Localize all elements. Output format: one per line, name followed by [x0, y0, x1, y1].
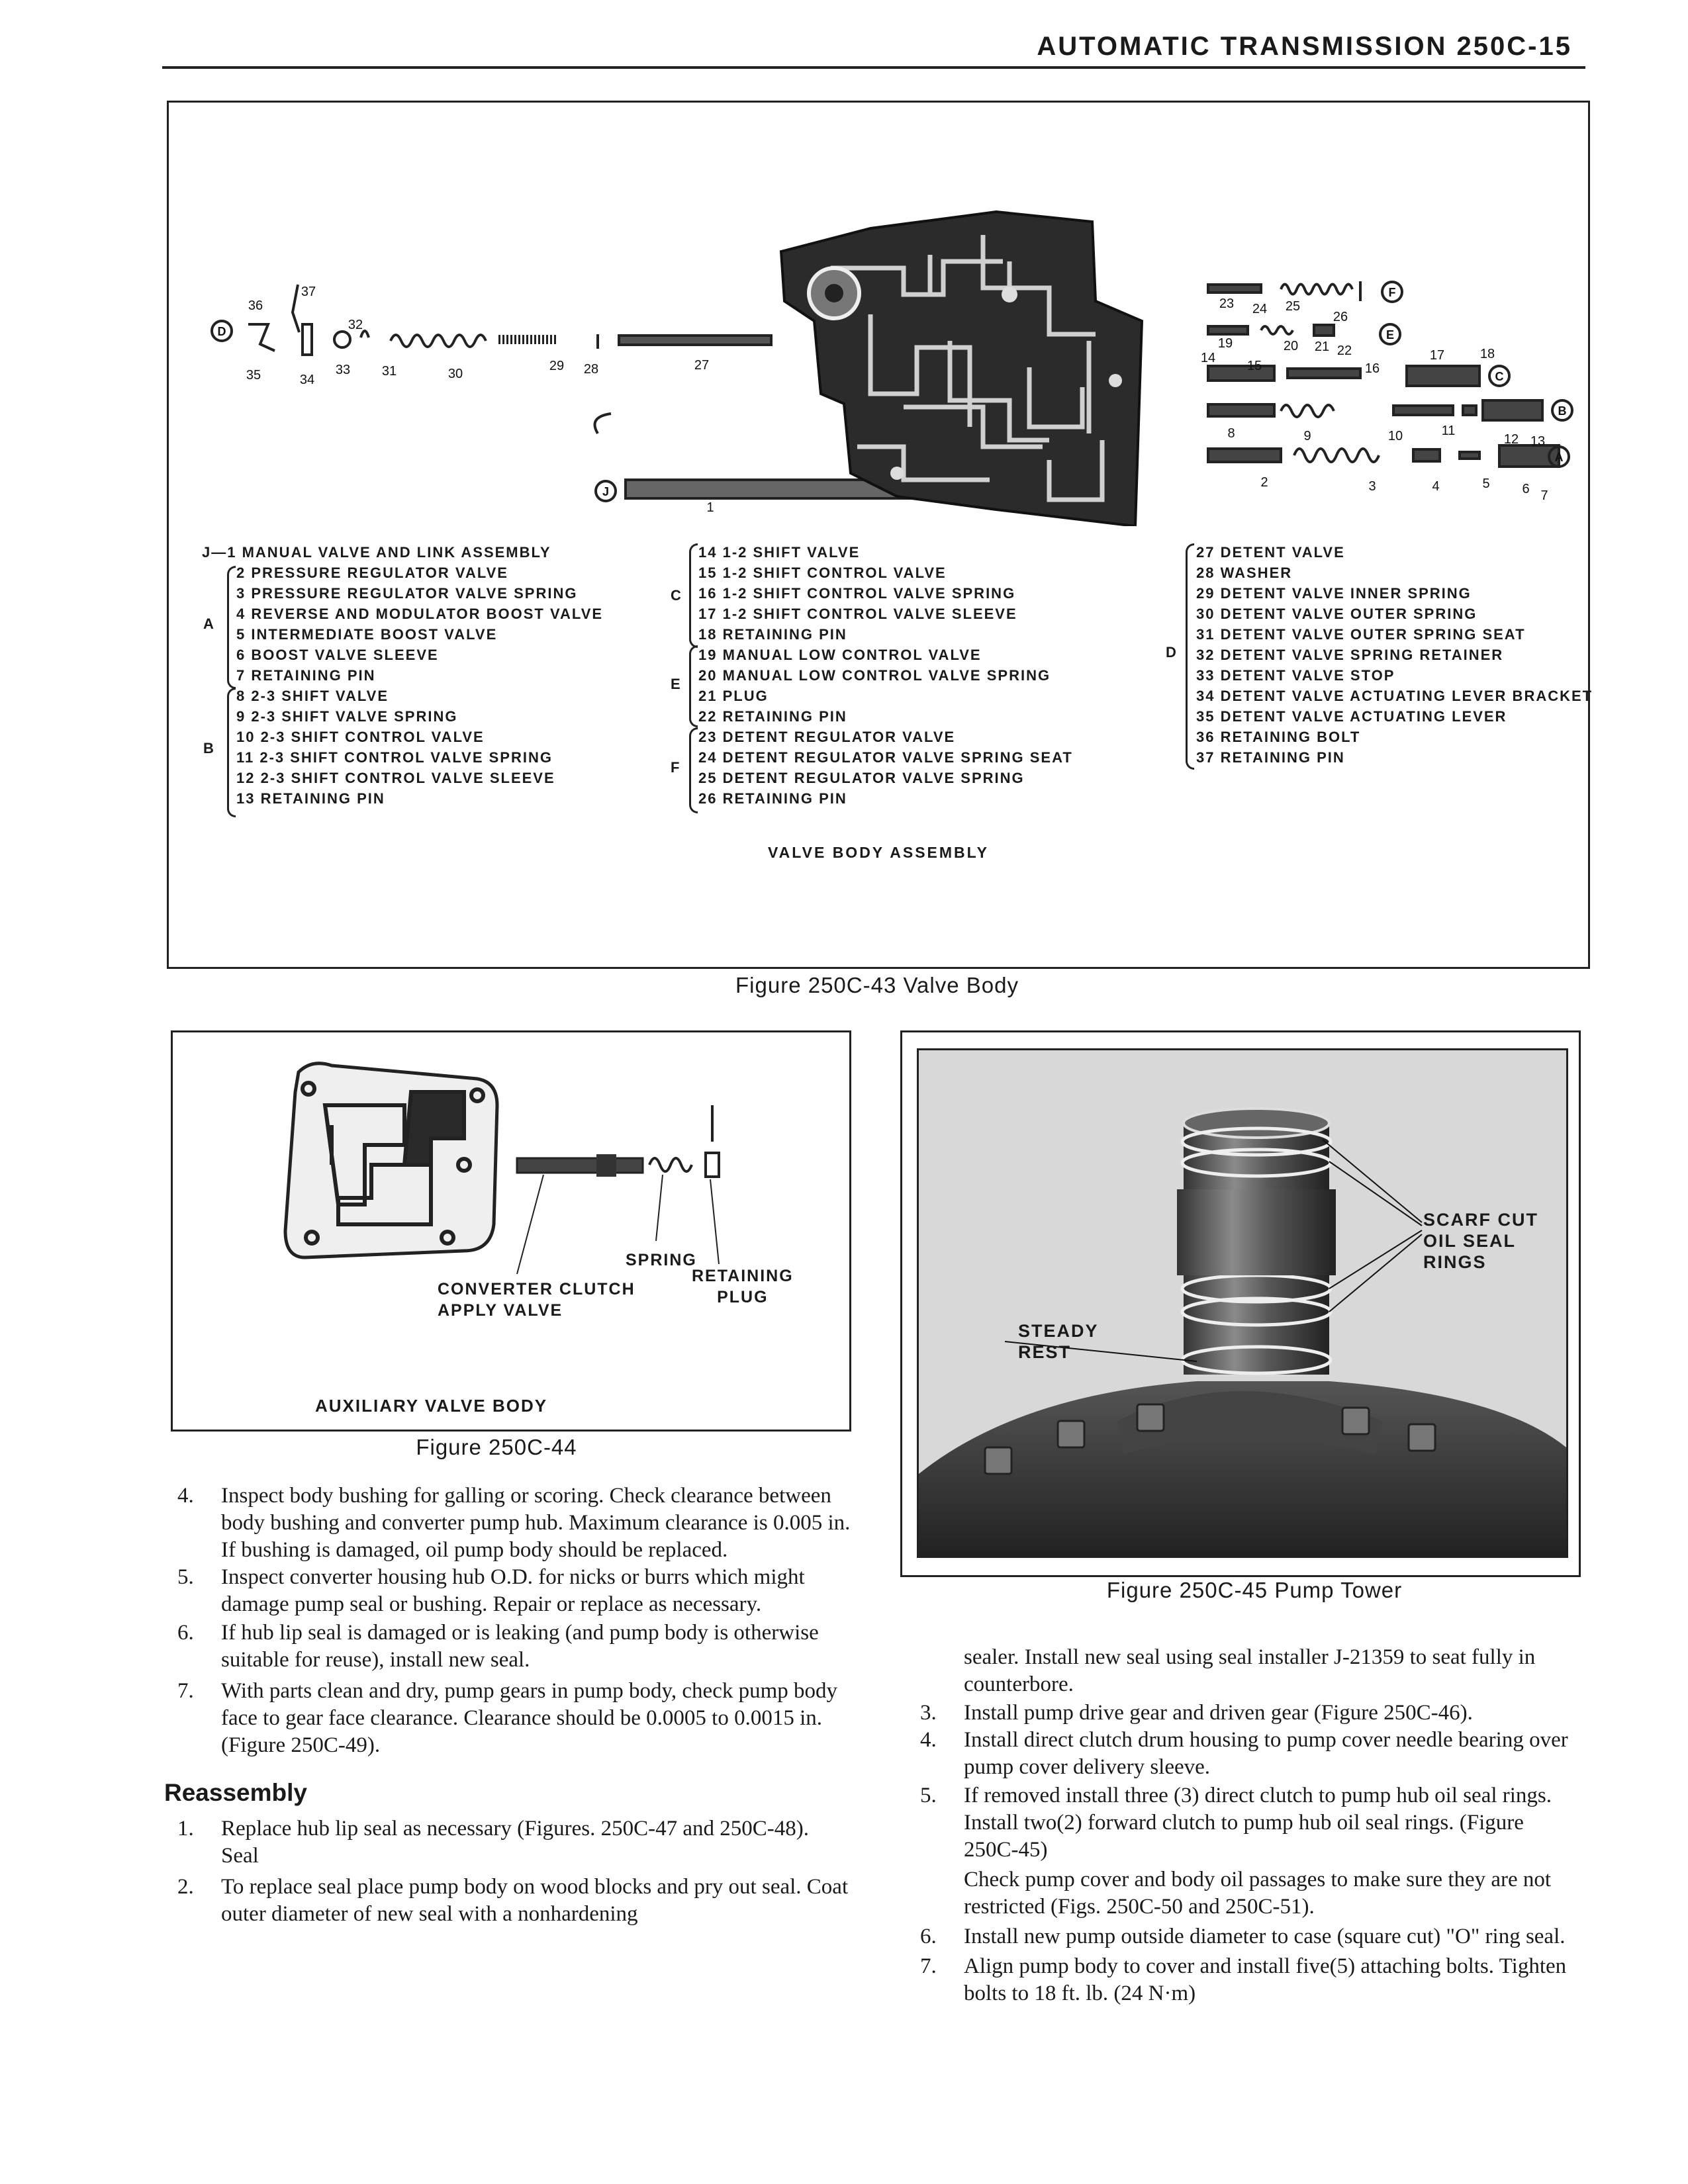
list-item [907, 1953, 1582, 2007]
list-item-number: 7. [920, 1954, 937, 1978]
bracket-e [689, 645, 698, 727]
diag-num-19: 19 [1217, 336, 1233, 351]
diag-num-26: 26 [1333, 310, 1348, 324]
diag-num-12: 12 [1503, 432, 1519, 447]
diag-letter-b: B [1558, 404, 1567, 418]
diag-num-8: 8 [1227, 426, 1235, 441]
legend-item: 36 RETAINING BOLT [1196, 729, 1361, 745]
list-item-number: 5. [177, 1565, 194, 1589]
bracket-c-label: C [671, 587, 681, 604]
paragraph-continuation: sealer. Install new seal using seal installer J-21359 to seat fully in counterbore. [964, 1645, 1536, 1696]
left-text-column [164, 1482, 853, 1928]
diag-num-29: 29 [549, 359, 565, 373]
bracket-c [689, 543, 698, 648]
diag-letter-f: F [1388, 286, 1396, 299]
legend-item: 15 1-2 SHIFT CONTROL VALVE [698, 565, 947, 581]
diag-num-25: 25 [1285, 299, 1301, 314]
label-steady-rest: STEADY REST [1018, 1321, 1099, 1362]
legend-item: 10 2-3 SHIFT CONTROL VALVE [236, 729, 485, 745]
legend-item: 24 DETENT REGULATOR VALVE SPRING SEAT [698, 749, 1073, 766]
bracket-b-label: B [203, 740, 214, 756]
legend-item: 2 PRESSURE REGULATOR VALVE [236, 565, 508, 581]
legend-item: 16 1-2 SHIFT CONTROL VALVE SPRING [698, 585, 1016, 602]
legend-item: 37 RETAINING PIN [1196, 749, 1345, 766]
diag-num-32: 32 [348, 318, 363, 332]
diag-num-7: 7 [1540, 488, 1548, 503]
list-item-number: 3. [920, 1701, 937, 1725]
bracket-d-label: D [1166, 644, 1176, 660]
legend-item: 28 WASHER [1196, 565, 1293, 581]
label-spring: SPRING [626, 1251, 697, 1269]
legend-item: 26 RETAINING PIN [698, 790, 847, 807]
diag-num-13: 13 [1530, 434, 1546, 449]
section-heading-reassembly: Reassembly [164, 1779, 307, 1806]
list-item [164, 1564, 853, 1618]
diag-num-16: 16 [1364, 361, 1380, 376]
diag-spring-30 [391, 335, 486, 347]
diag-num-22: 22 [1336, 343, 1352, 358]
list-item-subtext: Seal [221, 1844, 259, 1868]
legend-item: 13 RETAINING PIN [236, 790, 385, 807]
legend-item: 4 REVERSE AND MODULATOR BOOST VALVE [236, 606, 604, 622]
legend-item: 23 DETENT REGULATOR VALVE [698, 729, 956, 745]
legend-item: 25 DETENT REGULATOR VALVE SPRING [698, 770, 1025, 786]
diag-num-18: 18 [1479, 347, 1495, 361]
figure-43-title: VALVE BODY ASSEMBLY [768, 844, 989, 861]
legend-item: 12 2-3 SHIFT CONTROL VALVE SLEEVE [236, 770, 555, 786]
diag-num-14: 14 [1200, 351, 1216, 365]
list-item-text: Replace hub lip seal as necessary (Figures. 250C-47 and 250C-48). [221, 1817, 810, 1841]
diag-num-27: 27 [694, 358, 710, 373]
label-scarf-cut: SCARF CUT OIL SEAL RINGS [1423, 1210, 1538, 1272]
diag-num-35: 35 [246, 368, 261, 383]
bracket-b [227, 688, 236, 817]
diag-num-33: 33 [335, 363, 351, 377]
bracket-f [689, 727, 698, 813]
diag-pin-37 [293, 285, 299, 332]
list-item-text: Inspect body bushing for galling or scoring. Check clearance between body bushing and converter pump hub. Maximum clearance is 0.005 in. If bushing is damaged, oil pump body should be replaced. [221, 1484, 851, 1562]
diag-num-4: 4 [1432, 479, 1440, 494]
list-item-text: Install new pump outside diameter to case (square cut) "O" ring seal. [964, 1925, 1566, 1948]
list-item-text: Inspect converter housing hub O.D. for nicks or burrs which might damage pump seal or bushing. Repair or replace as necessary. [221, 1565, 805, 1616]
legend-item: 8 2-3 SHIFT VALVE [236, 688, 389, 704]
diag-num-31: 31 [381, 364, 397, 379]
legend-col-1 [202, 542, 603, 809]
list-item-text: With parts clean and dry, pump gears in pump body, check pump body face to gear face clearance. Clearance should be 0.0005 to 0.0015 in. (Figure 250C-49). [221, 1679, 838, 1757]
legend-col-2 [698, 542, 1073, 809]
list-item-text: If removed install three (3) direct clutch to pump hub oil seal rings. Install two(2) forward clutch to pump hub oil seal rings. (Figure 250C-45) [964, 1784, 1552, 1862]
figure-43-frame [167, 101, 1593, 969]
list-item-number: 6. [177, 1621, 194, 1645]
figure-45-frame [900, 1030, 1581, 1577]
legend-item: 27 DETENT VALVE [1196, 544, 1345, 561]
diag-num-11: 11 [1441, 424, 1456, 438]
bracket-a [227, 566, 236, 689]
diag-num-6: 6 [1522, 482, 1530, 496]
diag-num-10: 10 [1387, 429, 1403, 443]
diag-num-30: 30 [447, 367, 463, 381]
page-header [162, 30, 1585, 69]
list-item-number: 7. [177, 1679, 194, 1703]
diag-letter-j: J [602, 485, 610, 498]
legend-item: 3 PRESSURE REGULATOR VALVE SPRING [236, 585, 578, 602]
list-item-text: If hub lip seal is damaged or is leaking (and pump body is otherwise suitable for reuse), install new seal. [221, 1621, 819, 1672]
legend-item: 9 2-3 SHIFT VALVE SPRING [236, 708, 458, 725]
diag-valve-27 [619, 336, 771, 345]
list-item [164, 1874, 853, 1928]
legend-item: J—1 MANUAL VALVE AND LINK ASSEMBLY [202, 544, 551, 561]
list-item-number: 5. [920, 1784, 937, 1807]
list-item [907, 1923, 1582, 1950]
list-item-text: Align pump body to cover and install five(5) attaching bolts. Tighten bolts to 18 ft. lb. (24 N·m) [964, 1954, 1567, 2005]
list-item [164, 1815, 853, 1843]
legend-item: 22 RETAINING PIN [698, 708, 847, 725]
diag-num-28: 28 [583, 362, 599, 377]
list-item-number: 1. [177, 1817, 194, 1841]
legend-item: 19 MANUAL LOW CONTROL VALVE [698, 647, 982, 663]
list-item [164, 1678, 853, 1759]
label-retaining-plug: RETAINING PLUG [692, 1267, 794, 1306]
diag-ret-32 [334, 332, 350, 347]
diag-num-1: 1 [706, 500, 714, 515]
list-item-text: Install pump drive gear and driven gear (Figure 250C-46). [964, 1701, 1473, 1725]
list-item [907, 1700, 1582, 1727]
diag-num-23: 23 [1219, 296, 1235, 311]
list-item-text: To replace seal place pump body on wood blocks and pry out seal. Coat outer diameter of new seal with a nonhardening [221, 1875, 849, 1926]
legend-item: 14 1-2 SHIFT VALVE [698, 544, 861, 561]
figure-43-caption: Figure 250C-43 Valve Body [735, 973, 1019, 997]
diag-num-15: 15 [1246, 359, 1262, 373]
diag-num-24: 24 [1252, 302, 1268, 316]
list-item-number: 2. [177, 1875, 194, 1899]
legend-item: 32 DETENT VALVE SPRING RETAINER [1196, 647, 1504, 663]
diag-letter-e: E [1385, 328, 1395, 341]
pump-tower-drawing [919, 1050, 1566, 1556]
bracket-a-label: A [203, 615, 214, 632]
legend-item: 11 2-3 SHIFT CONTROL VALVE SPRING [236, 749, 553, 766]
valve-body-diagram [169, 103, 1588, 526]
diag-num-9: 9 [1303, 429, 1311, 443]
page-header-title: AUTOMATIC TRANSMISSION 250C-15 [1037, 32, 1572, 61]
figure-44-frame [171, 1030, 851, 1432]
list-item [164, 1619, 853, 1674]
diag-letter-d: D [217, 325, 226, 338]
list-item-number: 4. [920, 1728, 937, 1752]
legend-item: 20 MANUAL LOW CONTROL VALVE SPRING [698, 667, 1051, 684]
diag-num-36: 36 [248, 298, 263, 313]
auxiliary-valve-body-diagram [173, 1032, 849, 1430]
legend-item: 7 RETAINING PIN [236, 667, 376, 684]
diag-num-17: 17 [1429, 348, 1445, 363]
legend-item: 31 DETENT VALVE OUTER SPRING SEAT [1196, 626, 1526, 643]
figure-44-title: AUXILIARY VALVE BODY [315, 1396, 548, 1416]
legend-item: 21 PLUG [698, 688, 769, 704]
diag-num-34: 34 [299, 373, 315, 387]
list-note: Check pump cover and body oil passages to make sure they are not restricted (Figs. 250C-50 and 250C-51). [964, 1868, 1552, 1919]
diag-num-5: 5 [1482, 477, 1490, 491]
diag-link-j [595, 414, 612, 433]
figure-45-caption: Figure 250C-45 Pump Tower [1106, 1578, 1403, 1602]
legend-item: 17 1-2 SHIFT CONTROL VALVE SLEEVE [698, 606, 1017, 622]
bracket-f-label: F [671, 759, 680, 776]
diag-lever-35 [248, 324, 275, 351]
list-item-number: 6. [920, 1925, 937, 1948]
diag-num-37: 37 [301, 285, 316, 299]
legend-item: 30 DETENT VALVE OUTER SPRING [1196, 606, 1477, 622]
figure-44-caption: Figure 250C-44 [416, 1435, 577, 1459]
legend-item: 5 INTERMEDIATE BOOST VALVE [236, 626, 498, 643]
legend-item: 6 BOOST VALVE SLEEVE [236, 647, 439, 663]
diag-bolt-34 [303, 324, 312, 355]
legend-item: 18 RETAINING PIN [698, 626, 847, 643]
right-text-column [907, 1644, 1582, 2007]
legend-item: 33 DETENT VALVE STOP [1196, 667, 1395, 684]
diag-num-3: 3 [1368, 479, 1376, 494]
list-item [164, 1482, 853, 1564]
diag-letter-a: A [1554, 451, 1564, 464]
list-item-number: 4. [177, 1484, 194, 1508]
pump-tower-photo [917, 1048, 1568, 1558]
legend-item: 29 DETENT VALVE INNER SPRING [1196, 585, 1472, 602]
legend-item: 35 DETENT VALVE ACTUATING LEVER [1196, 708, 1507, 725]
legend-item: 34 DETENT VALVE ACTUATING LEVER BRACKET [1196, 688, 1593, 704]
bracket-e-label: E [671, 676, 680, 692]
diag-letter-c: C [1495, 370, 1504, 383]
list-item [907, 1727, 1582, 1781]
list-item [907, 1782, 1582, 1864]
label-converter-clutch: CONVERTER CLUTCH APPLY VALVE [438, 1280, 635, 1320]
list-item-text: Install direct clutch drum housing to pump cover needle bearing over pump cover delivery sleeve. [964, 1728, 1568, 1779]
diag-num-20: 20 [1283, 339, 1299, 353]
diag-num-2: 2 [1260, 475, 1268, 490]
diag-num-21: 21 [1314, 340, 1330, 354]
legend-col-3 [1196, 542, 1593, 768]
bracket-d [1186, 543, 1194, 770]
